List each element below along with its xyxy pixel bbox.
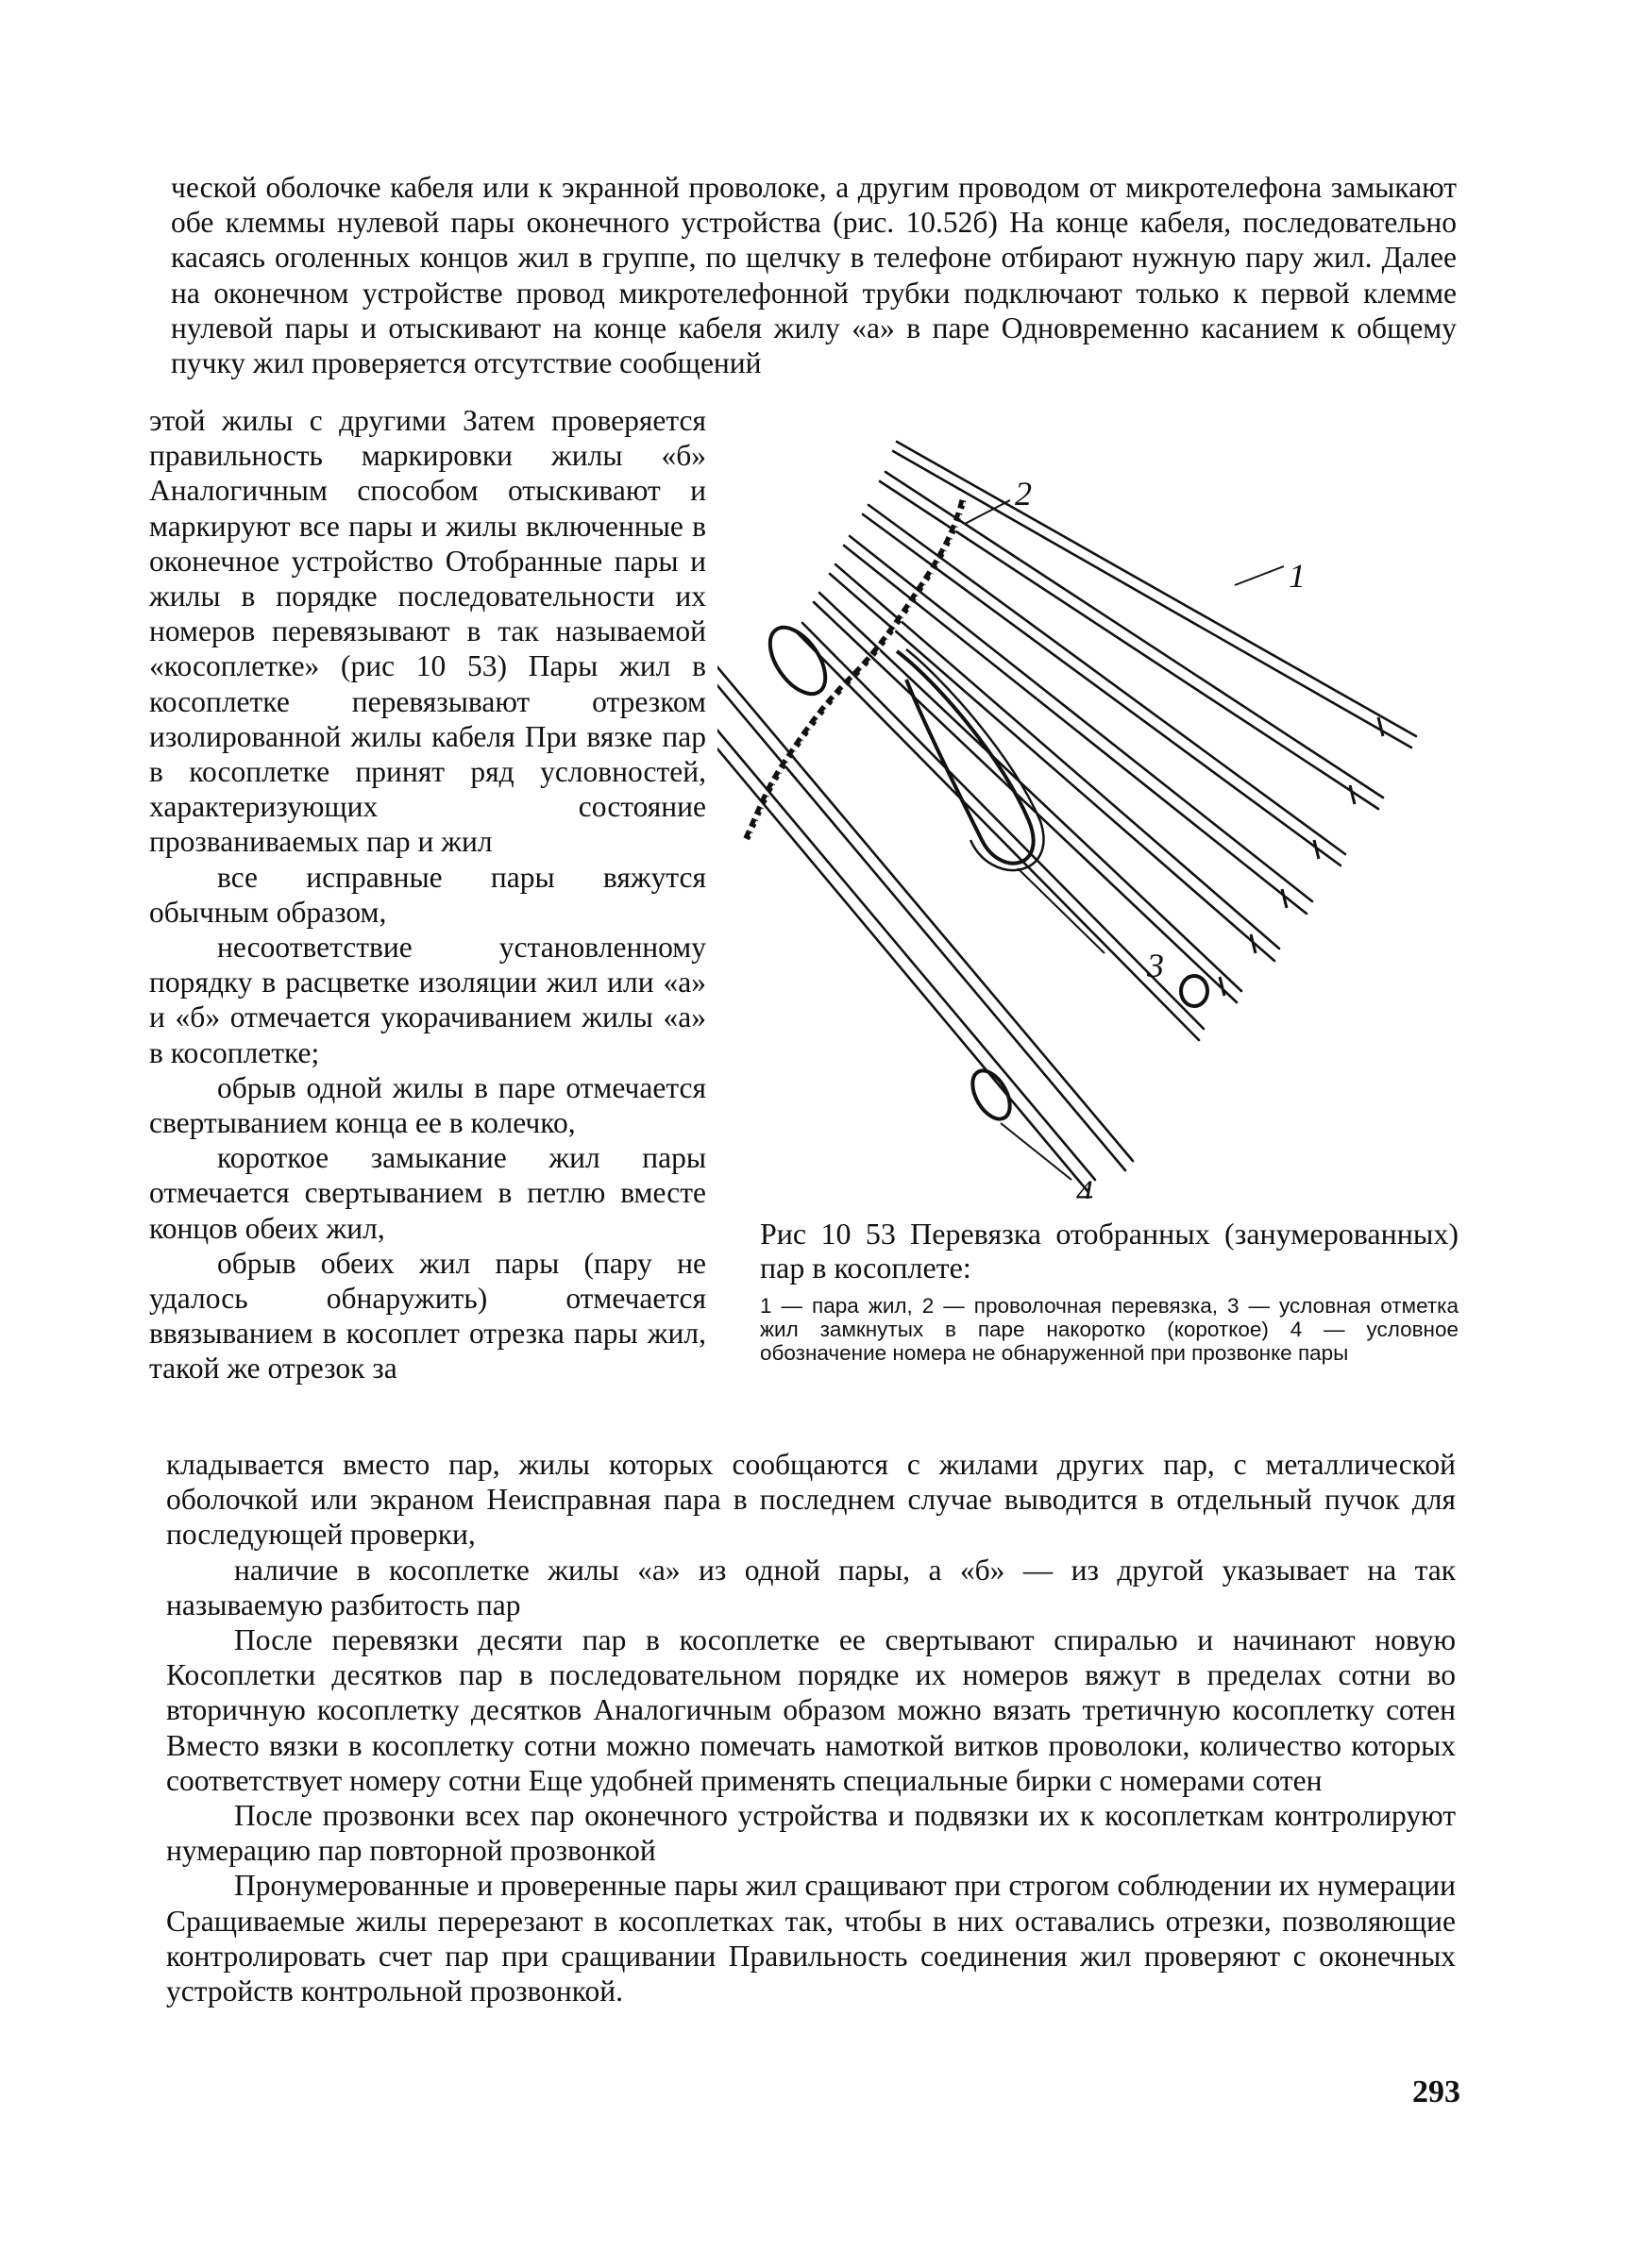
caption-legend: 1 — пара жил, 2 — проволочная перевязка, 3 — условная отметка жил замкнутых в паре накоротко (короткое) 4 — условное обозначение номера не обнаруженной при прозвонке пары: [760, 1294, 1459, 1365]
left-paragraph: обрыв обеих жил пары (пару не удалось обнаружить) отмечается ввязыванием в косоплет отрезка пары жил, такой же отрезок за: [149, 1246, 706, 1386]
caption-title: Рис 10 53 Перевязка отобранных (занумерованных) пар в косоплете:: [760, 1217, 1459, 1285]
figure-label-4: 4: [1076, 1173, 1093, 1199]
bottom-paragraph: наличие в косоплетке жилы «а» из одной пары, а «б» — из другой указывает на так называемую разбитость пар: [166, 1553, 1456, 1621]
top-text-block: [171, 170, 1457, 380]
figure-label-1: 1: [1289, 557, 1306, 595]
bottom-paragraph: После прозвонки всех пар оконечного устройства и подвязки их к косоплеткам контролируют нумерацию пар повторной прозвонкой: [166, 1799, 1456, 1868]
page-number: 293: [1412, 2075, 1460, 2109]
bottom-paragraph: кладывается вместо пар, жилы которых сообщаются с жилами других пар, с металлической оболочкой или экраном Неисправная пара в последнем случае выводится в отдельный пучок для последующей проверки,: [166, 1448, 1456, 1552]
figure-label-3: 3: [1147, 947, 1164, 984]
bottom-paragraph: Пронумерованные и проверенные пары жил сращивают при строгом соблюдении их нумерации Сращиваемые жилы перерезают в косоплетках так, чтобы в них оставались отрезки, позволяющие контролировать счет пар при сращивании Правильность соединения жил проверяют с оконечных устройств контрольной прозвонкой.: [166, 1869, 1456, 2008]
left-paragraph: обрыв одной жилы в паре отмечается свертыванием конца ее в колечко,: [149, 1070, 706, 1140]
bottom-paragraph: После перевязки десяти пар в косоплетке ее свертывают спиралью и начинают новую Косоплетки десятков пар в последовательном порядке их номеров вяжут в пределах сотни во вторичную косоплетку десятков Аналогичным образом можно вязать третичную косоплетку сотен Вместо вязки в косоплетку сотни можно помечать намоткой витков проволоки, количество которых соответствует номеру сотни Еще удобней применять специальные бирки с номерами сотен: [166, 1623, 1456, 1797]
figure-caption: [760, 1217, 1459, 1365]
figure-10-53: [717, 425, 1473, 1199]
bottom-text-block: [166, 1447, 1456, 2008]
left-paragraph: этой жилы с другими Затем проверяется правильность маркировки жилы «б» Аналогичным способом отыскивают и маркируют все пары и жилы включенные в оконечное устройство Отобранные пары и жилы в порядке последовательности их номеров перевязывают в так называемой «косоплетке» (рис 10 53) Пары жил в косоплетке перевязывают отрезком изолированной жилы кабеля При вязке пар в косоплетке принят ряд условностей, характеризующих состояние прозваниваемых пар и жил: [149, 404, 706, 859]
figure-label-2: 2: [1015, 475, 1032, 512]
left-text-column: [149, 403, 706, 1386]
left-paragraph: все исправные пары вяжутся обычным образом,: [149, 860, 706, 929]
top-paragraph: ческой оболочке кабеля или к экранной проволоке, а другим проводом от микротелефона замыкают обе клеммы нулевой пары оконечного устройства (рис. 10.52б) На конце кабеля, последовательно касаясь оголенных концов жил в группе, по щелчку в телефоне отбирают нужную пару жил. Далее на оконечном устройстве провод микротелефонной трубки подключают только к первой клемме нулевой пары и отыскивают на конце кабеля жилу «а» в паре Одновременно касанием к общему пучку жил проверяется отсутствие сообщений: [171, 171, 1457, 380]
left-paragraph: несоответствие установленному порядку в расцветке изоляции жил или «а» и «б» отмечается укорачиванием жилы «а» в косоплетке;: [149, 931, 706, 1069]
left-paragraph: короткое замыкание жил пары отмечается свертыванием в петлю вместе концов обеих жил,: [149, 1141, 706, 1245]
cable-pairs-illustration: [717, 425, 1473, 1199]
